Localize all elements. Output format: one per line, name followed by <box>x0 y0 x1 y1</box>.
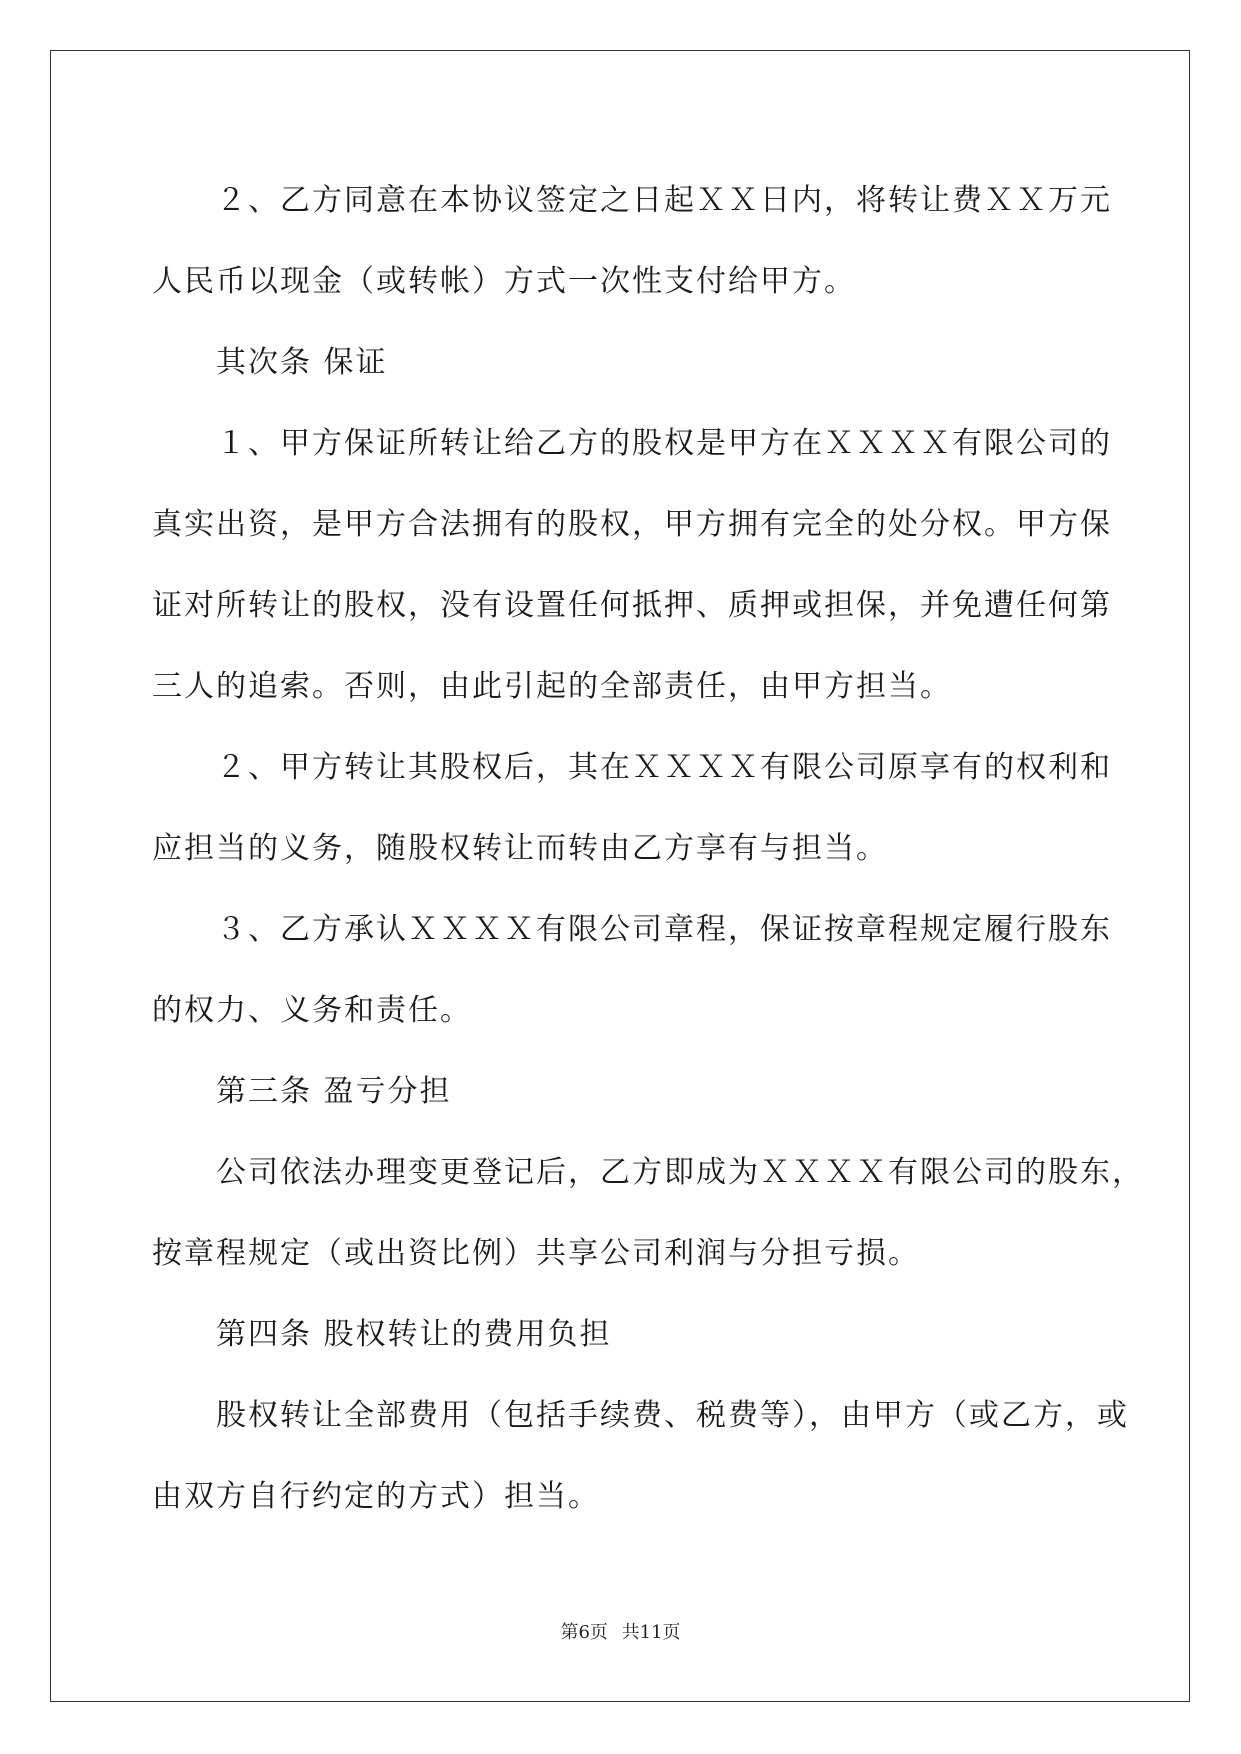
text-line: 股权转让全部费用（包括手续费、税费等），由甲方（或乙方，或 <box>216 1398 1129 1433</box>
page-footer <box>0 1618 1241 1644</box>
text-line: 人民币以现金（或转帐）方式一次性支付给甲方。 <box>152 264 856 299</box>
text-line: 按章程规定（或出资比例）共享公司利润与分担亏损。 <box>152 1236 920 1271</box>
document-body <box>152 160 1144 1537</box>
text-line: １、甲方保证所转让给乙方的股权是甲方在ＸＸＸＸ有限公司的 <box>216 426 1112 461</box>
section-heading: 第四条 股权转让的费用负担 <box>216 1317 612 1352</box>
page-number-total: 共11页 <box>621 1622 681 1643</box>
text-line: 证对所转让的股权，没有设置任何抵押、质押或担保，并免遭任何第 <box>152 588 1112 623</box>
text-line: 三人的追索。否则，由此引起的全部责任，由甲方担当。 <box>152 669 952 704</box>
text-line: 真实出资，是甲方合法拥有的股权，甲方拥有完全的处分权。甲方保 <box>152 507 1112 542</box>
section-heading: 其次条 保证 <box>216 345 388 380</box>
text-line: ２、乙方同意在本协议签定之日起ＸＸ日内，将转让费ＸＸ万元 <box>216 183 1112 218</box>
text-line: 应担当的义务，随股权转让而转由乙方享有与担当。 <box>152 831 888 866</box>
text-line: 公司依法办理变更登记后，乙方即成为ＸＸＸＸ有限公司的股东， <box>216 1155 1144 1190</box>
text-line: 的权力、义务和责任。 <box>152 993 472 1028</box>
text-line: 由双方自行约定的方式）担当。 <box>152 1479 600 1514</box>
section-heading: 第三条 盈亏分担 <box>216 1074 452 1109</box>
page-number-current: 第6页 <box>560 1622 608 1643</box>
text-line: ３、乙方承认ＸＸＸＸ有限公司章程，保证按章程规定履行股东 <box>216 912 1112 947</box>
text-line: ２、甲方转让其股权后，其在ＸＸＸＸ有限公司原享有的权利和 <box>216 750 1112 785</box>
